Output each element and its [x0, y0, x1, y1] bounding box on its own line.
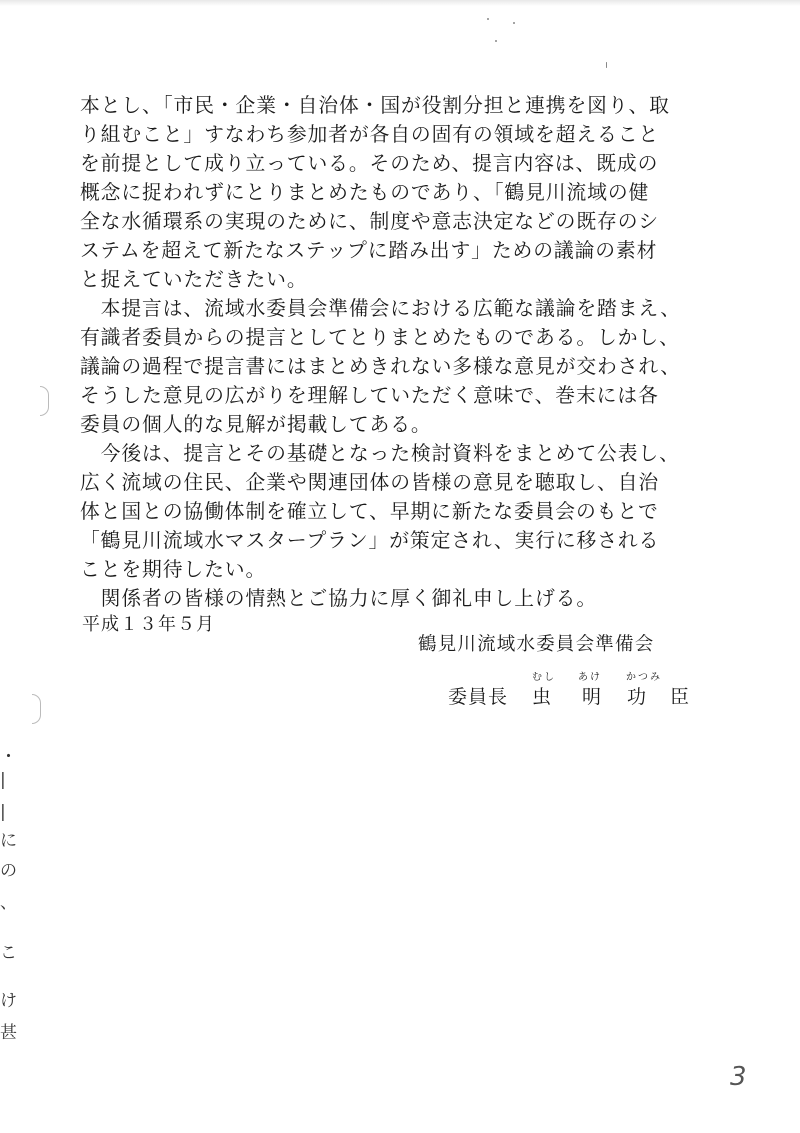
ruby-given-1: あけ	[578, 672, 602, 683]
body-line: ことを期待したい。	[80, 558, 267, 581]
body-line: り組むこと」すなわち参加者が各自の固有の領域を超えること	[80, 123, 660, 146]
margin-fragment: に	[0, 831, 17, 851]
margin-fragment: の	[0, 861, 17, 881]
signer-name-char: 明	[582, 686, 602, 708]
body-line: 議論の過程で提言書にはまとめきれない多様な意見が交わされ、	[80, 355, 681, 378]
signer-name-char: 功	[627, 686, 647, 708]
body-line: 概念に捉われずにとりまとめたものであり、「鶴見川流域の健	[80, 181, 650, 204]
scan-speck	[487, 18, 489, 20]
margin-fragment: け	[0, 991, 17, 1011]
body-line: ステムを超えて新たなステップに踏み出す」ための議論の素材	[80, 239, 658, 262]
signer-title: 委員長	[448, 686, 509, 708]
body-line: を前提として成り立っている。そのため、提言内容は、既成の	[80, 152, 659, 175]
scan-speck	[495, 40, 497, 42]
body-line: 全な水循環系の実現のために、制度や意志決定などの既存のシ	[80, 210, 660, 233]
page-number: 3	[730, 1062, 747, 1092]
body-line: 本提言は、流域水委員会準備会における広範な議論を踏まえ、	[80, 297, 681, 320]
margin-fragment: |	[0, 802, 6, 822]
body-line: 「鶴見川流域水マスタープラン」が策定され、実行に移される	[80, 529, 660, 552]
punch-hole-mark	[40, 386, 49, 416]
signer-name-char: 臣	[670, 686, 690, 708]
margin-fragment: 甚	[0, 1023, 17, 1043]
ruby-surname: むし	[532, 672, 556, 683]
body-line: 体と国との協働体制を確立して、早期に新たな委員会のもとで	[80, 500, 659, 523]
scan-speck	[606, 62, 607, 68]
body-line: 今後は、提言とその基礎となった検討資料をまとめて公表し、	[80, 442, 680, 465]
body-line: 有識者委員からの提言としてとりまとめたものである。しかし、	[80, 326, 680, 349]
signer-name-char: 虫	[532, 686, 552, 708]
body-line: 広く流域の住民、企業や関連団体の皆様の意見を聴取し、自治	[80, 471, 660, 494]
punch-hole-mark	[32, 694, 41, 724]
margin-fragment: こ	[0, 943, 17, 963]
body-line: 関係者の皆様の情熱とご協力に厚く御礼申し上げる。	[80, 587, 598, 610]
margin-fragment: ・	[0, 747, 17, 767]
margin-fragment: |	[0, 770, 6, 790]
document-date: 平成１３年５月	[82, 614, 215, 635]
body-line: と捉えていただきたい。	[80, 268, 308, 291]
ruby-given-2: かつみ	[626, 672, 662, 683]
organization-name: 鶴見川流域水委員会準備会	[418, 634, 655, 655]
scan-edge-shading	[0, 0, 800, 6]
scan-speck	[513, 22, 515, 24]
body-line: 委員の個人的な見解が掲載してある。	[80, 413, 432, 436]
margin-fragment: 、	[0, 893, 17, 913]
body-line: 本とし、「市民・企業・自治体・国が役割分担と連携を図り、取	[80, 94, 670, 117]
body-line: そうした意見の広がりを理解していただく意味で、巻末には各	[80, 384, 659, 407]
